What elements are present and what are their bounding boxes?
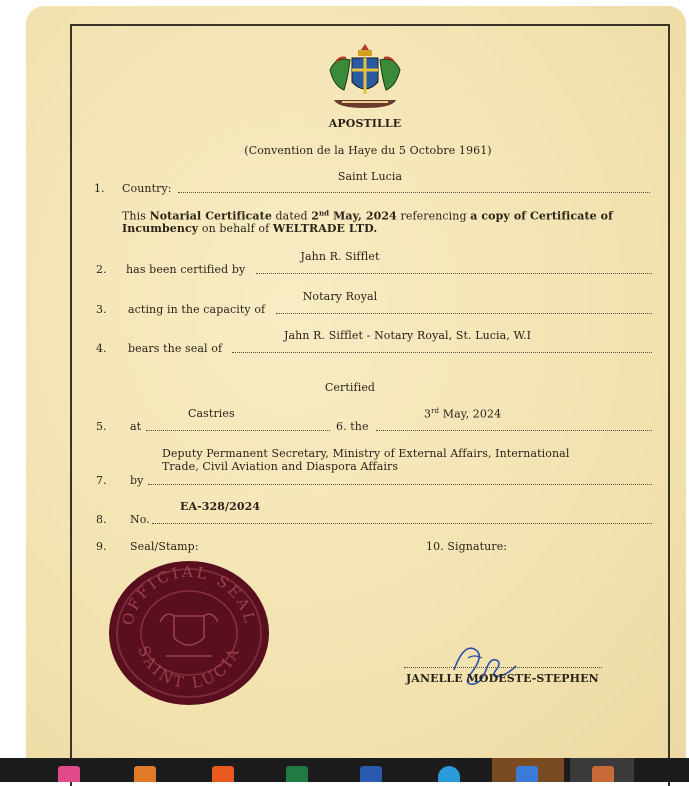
by-label: by [130, 474, 144, 487]
number-value: EA-328/2024 [180, 500, 261, 513]
convention-line: (Convention de la Haye du 5 Octobre 1961) [244, 144, 492, 157]
apostille-heading: APOSTILLE [328, 117, 402, 130]
country-dotted-line [178, 192, 650, 193]
item-number-9: 9. [96, 540, 107, 553]
chrome-icon[interactable] [58, 766, 80, 782]
date-value: 3rd May, 2024 [424, 407, 502, 421]
os-taskbar [0, 758, 689, 782]
capacity-label: acting in the capacity of [128, 303, 266, 316]
seal-text-top: OFFICIAL SEAL [118, 562, 260, 628]
date-dotted-line [376, 430, 652, 431]
number-label: No. [130, 513, 150, 526]
signature-dotted-line [404, 667, 602, 668]
by-value-line-2: Trade, Civil Aviation and Diaspora Affairs [162, 460, 399, 473]
seal-of-label: bears the seal of [128, 342, 223, 355]
intro-line-1: This Notarial Certificate dated 2nd May, 2024 referencing a copy of Certificate of [122, 208, 613, 223]
by-dotted-line [148, 484, 652, 485]
item-number-1: 1. [94, 182, 105, 195]
official-seal-stamp [108, 560, 270, 706]
seal-text-bottom: SAINT LUCIA [134, 643, 244, 693]
item-number-3: 3. [96, 303, 107, 316]
intro-line-2: Incumbency on behalf of WELTRADE LTD. [122, 222, 378, 235]
app-icon[interactable] [516, 766, 538, 782]
telegram-icon[interactable] [438, 766, 460, 782]
at-dotted-line [146, 430, 330, 431]
seal-of-dotted-line [232, 352, 652, 353]
files-icon[interactable] [134, 766, 156, 782]
signatory-name: JANELLE MODESTE-STEPHEN [406, 672, 599, 685]
certified-by-dotted-line [256, 273, 652, 274]
at-value: Castries [188, 407, 235, 420]
snip-icon[interactable] [592, 766, 614, 782]
item-number-6: 6. the [336, 420, 369, 433]
country-label: Country: [122, 182, 172, 195]
word-icon[interactable] [360, 766, 382, 782]
coat-of-arms-icon [322, 40, 408, 114]
item-number-8: 8. [96, 513, 107, 526]
firefox-icon[interactable] [212, 766, 234, 782]
signature-label: 10. Signature: [426, 540, 508, 553]
capacity-value: Notary Royal [302, 290, 378, 303]
country-value: Saint Lucia [337, 170, 403, 183]
item-number-5: 5. [96, 420, 107, 433]
certified-by-value: Jahn R. Sifflet [300, 250, 380, 263]
excel-icon[interactable] [286, 766, 308, 782]
item-number-2: 2. [96, 263, 107, 276]
at-label: at [130, 420, 142, 433]
seal-of-value: Jahn R. Sifflet - Notary Royal, St. Lucia, W.I [284, 329, 532, 342]
by-value-line-1: Deputy Permanent Secretary, Ministry of External Affairs, International [162, 447, 570, 460]
certified-by-label: has been certified by [126, 263, 246, 276]
capacity-dotted-line [276, 313, 652, 314]
seal-stamp-label: Seal/Stamp: [130, 540, 199, 553]
item-number-4: 4. [96, 342, 107, 355]
item-number-7: 7. [96, 474, 107, 487]
certified-heading: Certified [324, 381, 376, 394]
number-dotted-line [152, 523, 652, 524]
